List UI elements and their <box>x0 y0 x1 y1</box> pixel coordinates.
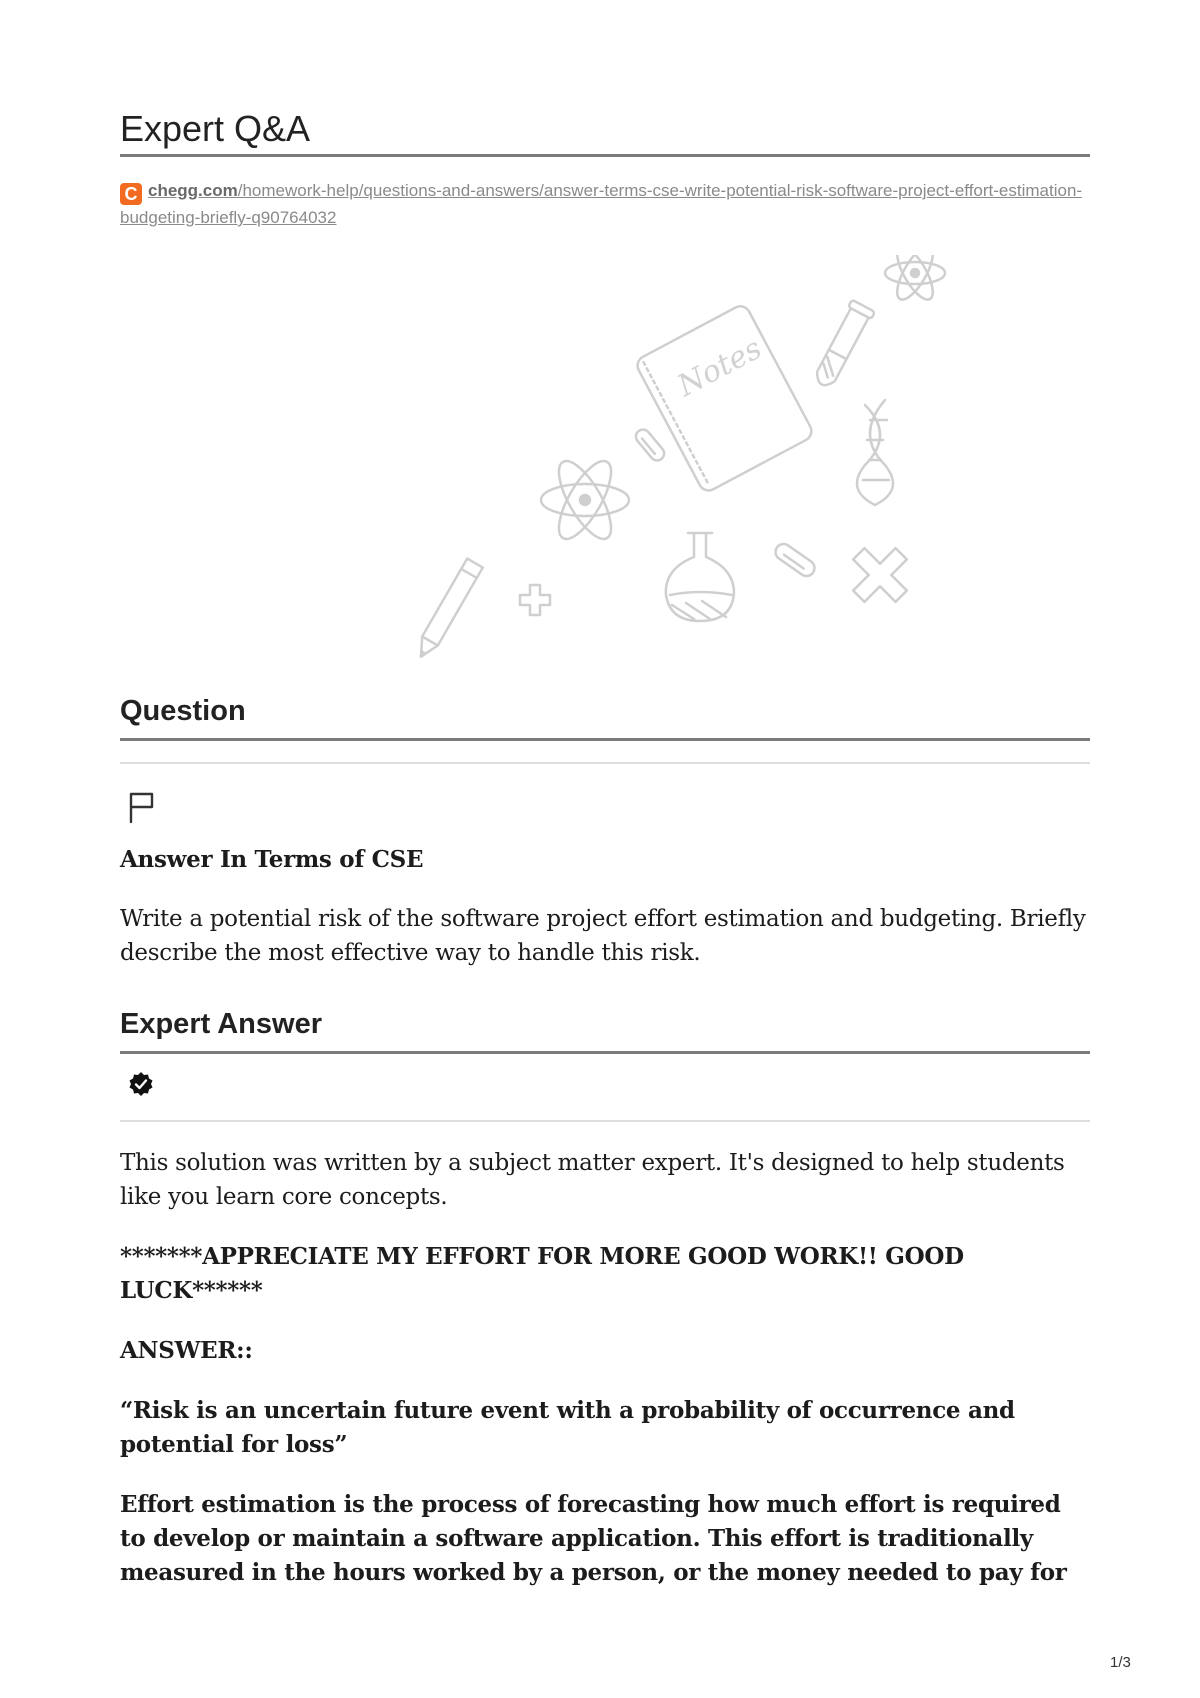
answer-label: ANSWER:: <box>120 1337 253 1364</box>
notebook-icon <box>634 303 815 494</box>
question-subdivider <box>120 762 1090 764</box>
question-title: Answer In Terms of CSE <box>120 846 424 873</box>
atom-icon <box>885 255 945 304</box>
answer-divider <box>120 1051 1090 1054</box>
source-path: /homework-help/questions-and-answers/answer-terms-cse-write-potential-risk-software-project-effort-estimation-budgeting-briefly-q90764032 <box>120 181 1083 227</box>
paperclip-icon <box>633 427 667 464</box>
atom-icon <box>541 454 629 546</box>
plus-icon <box>520 585 550 615</box>
pencil-icon <box>413 559 483 662</box>
paperclip-icon <box>772 541 817 579</box>
svg-text:Notes: Notes <box>671 331 768 404</box>
source-link[interactable] <box>120 181 1082 227</box>
verified-badge-icon <box>128 1071 154 1097</box>
answer-heading: Expert Answer <box>120 1008 322 1040</box>
answer-effort-paragraph: Effort estimation is the process of forecasting how much effort is required to develop or maintain a software application. This effort is traditionally measured in the hours worked by a person, or the money needed to pay for <box>120 1491 1067 1586</box>
answer-quote: “Risk is an uncertain future event with a probability of occurrence and potential for loss” <box>120 1397 1015 1458</box>
chegg-logo-icon: C <box>120 183 142 205</box>
question-body: Write a potential risk of the software project effort estimation and budgeting. Briefly describe the most effective way to handle this risk. <box>120 906 1086 966</box>
answer-subdivider <box>120 1120 1090 1122</box>
page-number: 1/3 <box>1110 1654 1131 1671</box>
source-domain: chegg.com <box>148 181 238 200</box>
flask-icon <box>666 533 734 621</box>
test-tube-icon <box>810 300 875 391</box>
question-heading: Question <box>120 695 246 727</box>
dna-icon <box>857 400 893 505</box>
answer-intro: This solution was written by a subject matter expert. It's designed to help students like you learn core concepts. <box>120 1150 1065 1210</box>
study-illustration <box>320 255 1040 675</box>
question-divider <box>120 738 1090 741</box>
flag-icon[interactable] <box>128 790 156 824</box>
source-link-row <box>120 178 1090 230</box>
page-title: Expert Q&A <box>120 108 311 149</box>
answer-appreciate: *******APPRECIATE MY EFFORT FOR MORE GOOD WORK!! GOOD LUCK****** <box>120 1243 964 1304</box>
cross-icon <box>838 533 923 618</box>
title-divider <box>120 154 1090 157</box>
